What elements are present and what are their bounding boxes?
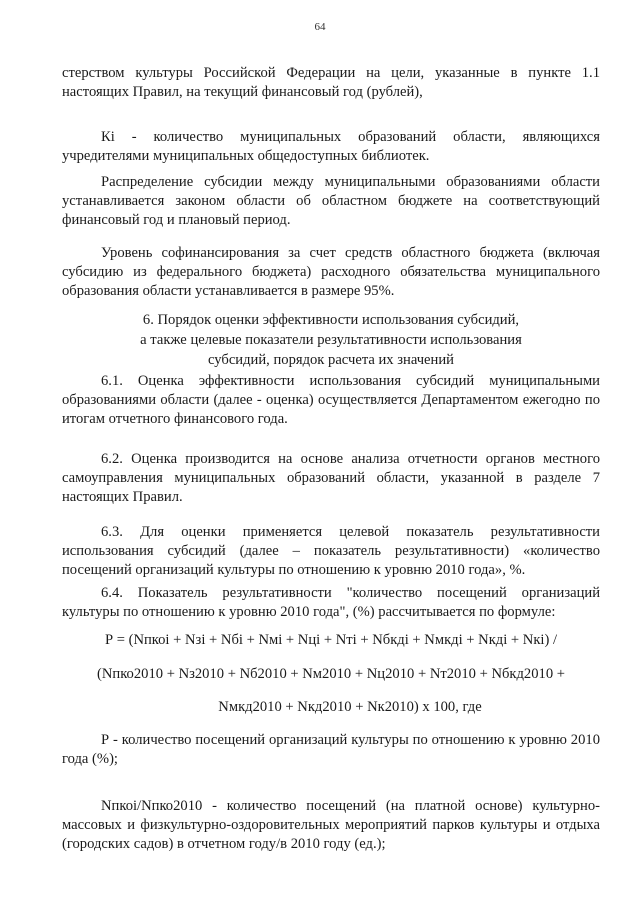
paragraph-6-1: 6.1. Оценка эффективности использования субсидий муниципальными образованиями области (далее - оценка) осуществляется Департаментом ежегодно по итогам отчетного финансового года. (62, 373, 600, 427)
paragraph-cofinancing-level: Уровень софинансирования за счет средств областного бюджета (включая субсидию из федерального бюджета) расходного обязательства муниципального образования области устанавливается в размере 95%. (62, 245, 600, 299)
page-number: 64 (314, 21, 326, 33)
paragraph-6-3: 6.3. Для оценки применяется целевой показатель результативности использования субсидий (далее – показатель результативности) «количество посещений организаций культуры по отношению к уровню 2010 года», %. (62, 524, 600, 578)
section-heading-line-1: 6. Порядок оценки эффективности использования субсидий, (142, 312, 520, 328)
paragraph-ki-definition: Кі - количество муниципальных образований области, являющихся учредителями муниципальных общедоступных библиотек. (62, 129, 600, 164)
section-heading-line-2: а также целевые показатели результативности использования (140, 332, 522, 348)
paragraph-subsidy-distribution: Распределение субсидии между муниципальными образованиями области устанавливается законом области об областном бюджете на соответствующий финансовый год и плановый период. (62, 174, 600, 228)
paragraph-p-definition: Р - количество посещений организаций культуры по отношению к уровню 2010 года (%); (62, 732, 600, 767)
paragraph-npko-definition: Nпкоі/Nпко2010 - количество посещений (на платной основе) культурно-массовых и физкультурно-оздоровительных мероприятий парков культуры и отдыха (городских садов) в отчетном году/в 2010 году (ед.); (62, 798, 600, 852)
section-heading-line-3: субсидий, порядок расчета их значений (208, 352, 454, 368)
formula-line-3: Nмкд2010 + Nкд2010 + Nк2010) х 100, где (218, 699, 482, 715)
paragraph-6-4: 6.4. Показатель результативности "количество посещений организаций культуры по отношению к уровню 2010 года", (%) рассчитывается по формуле: (62, 585, 600, 620)
formula-line-2: (Nпко2010 + Nз2010 + Nб2010 + Nм2010 + Nц2010 + Nт2010 + Nбкд2010 + (97, 666, 565, 682)
formula-line-1: Р = (Nпкоі + Nзі + Nбі + Nмі + Nці + Nті + Nбкді + Nмкді + Nкді + Nкі) / (104, 632, 558, 648)
paragraph-6-2: 6.2. Оценка производится на основе анализа отчетности органов местного самоуправления муниципальных образований области, указанной в разделе 7 настоящих Правил. (62, 451, 600, 505)
paragraph-continuation: стерством культуры Российской Федерации на цели, указанные в пункте 1.1 настоящих Правил, на текущий финансовый год (рублей), (62, 65, 600, 100)
section-heading (62, 310, 600, 370)
